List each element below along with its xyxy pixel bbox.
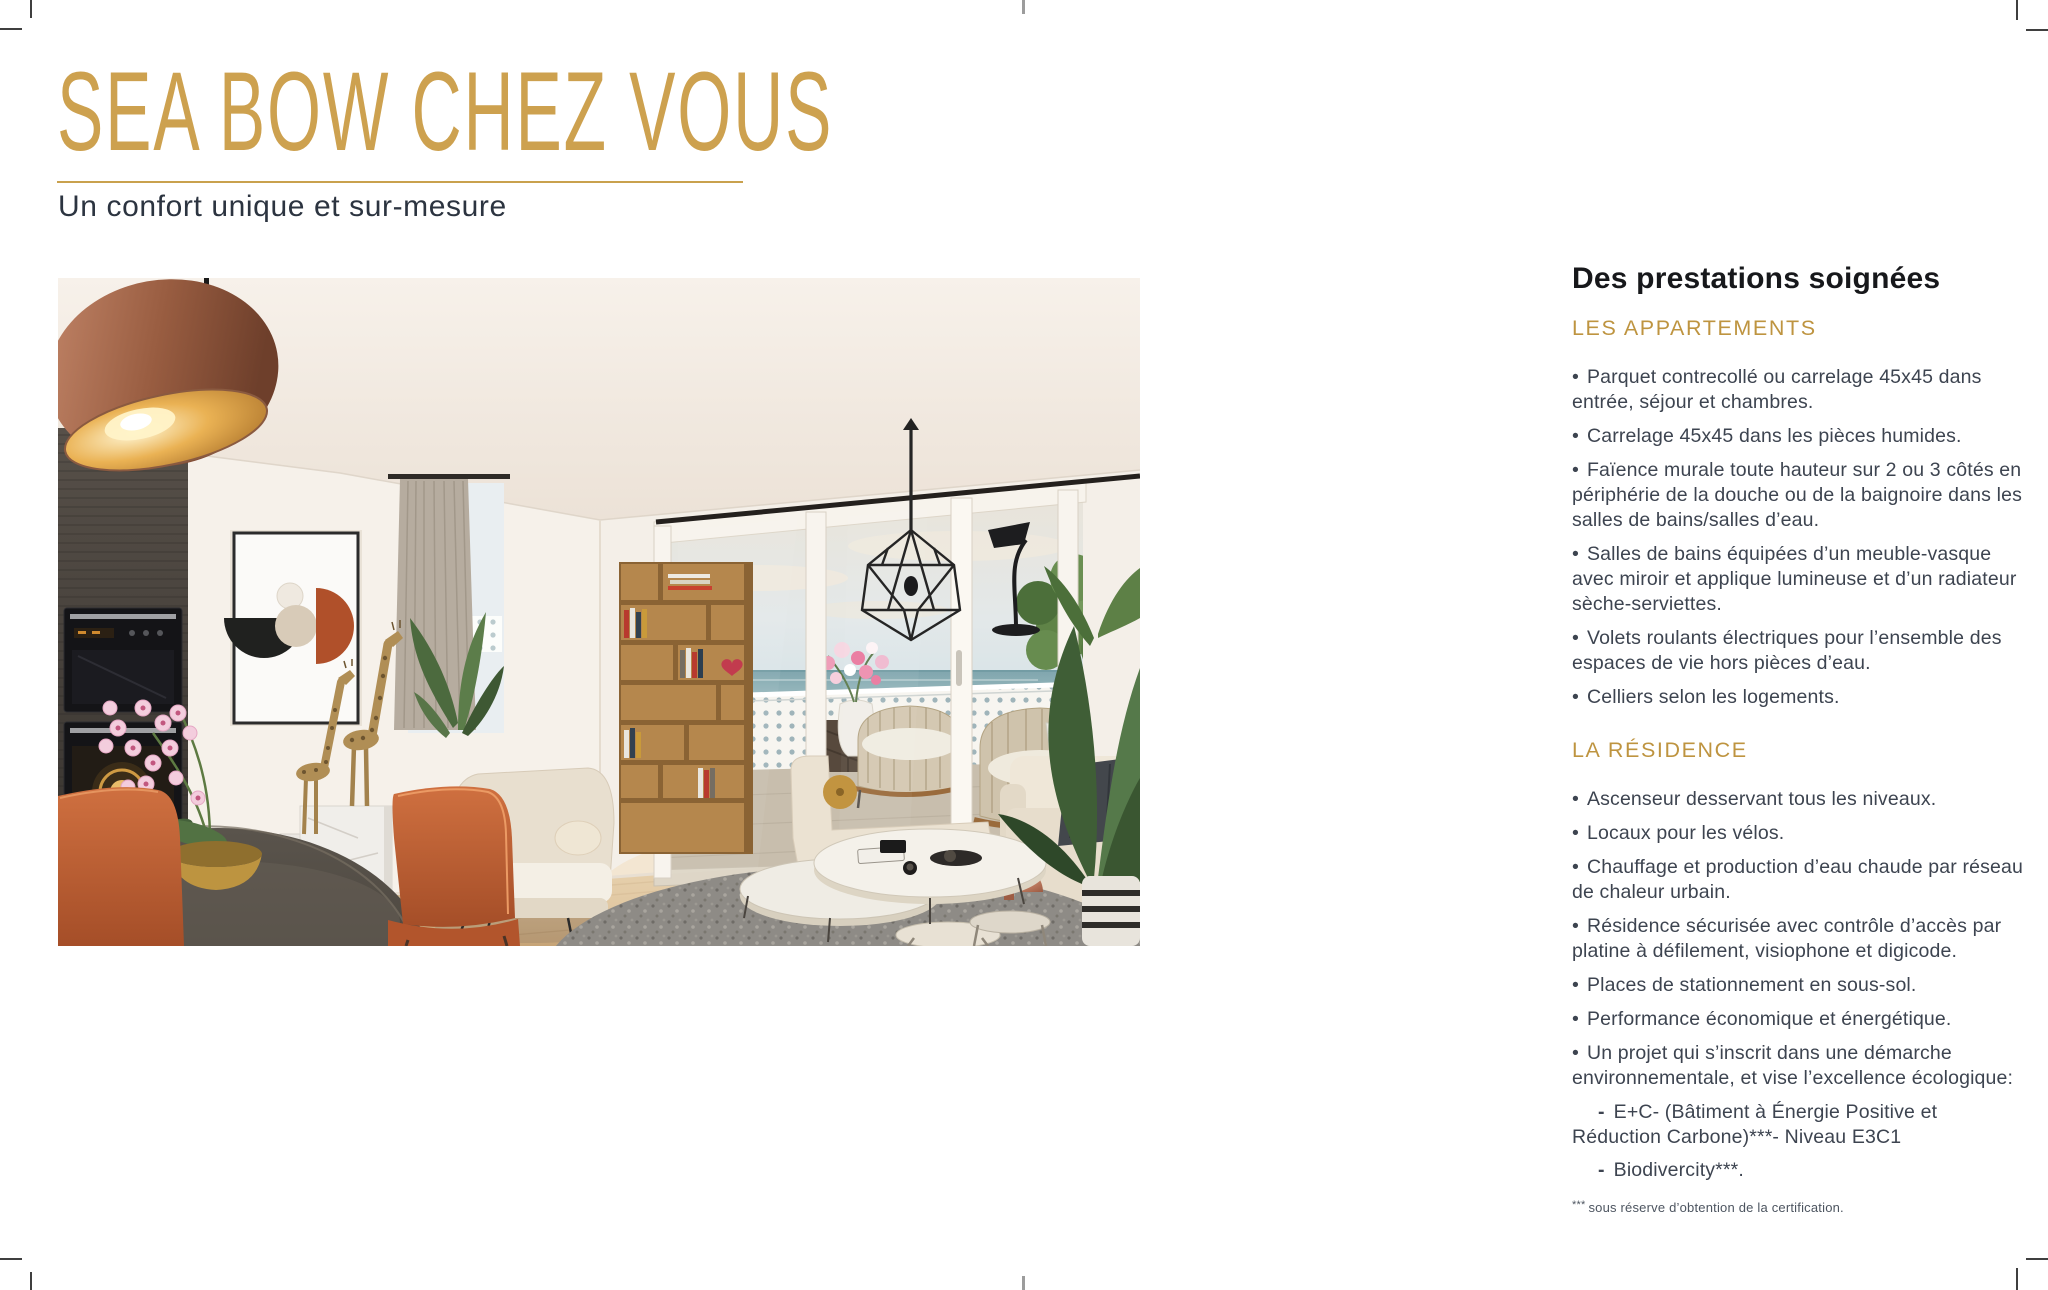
- prestations-panel: [1572, 262, 2024, 1191]
- door-handle: [956, 650, 962, 686]
- list-item-text: Carrelage 45x45 dans les pièces humides.: [1586, 425, 1962, 447]
- page-subtitle: Un confort unique et sur-mesure: [58, 190, 507, 223]
- bullet-marker: •: [1572, 1042, 1579, 1064]
- footnote-stars: ***: [1572, 1199, 1586, 1211]
- certification-footnote: [1572, 1199, 1844, 1215]
- dash-marker: -: [1598, 1159, 1605, 1181]
- page-title: SEA BOW CHEZ VOUS: [57, 49, 834, 174]
- list-item: [1572, 1041, 2024, 1091]
- built-in-oven: [64, 608, 182, 712]
- bullet-marker: •: [1572, 788, 1579, 810]
- register-mark: [1022, 0, 1025, 14]
- list-item: [1572, 821, 2024, 846]
- crop-mark: [2016, 0, 2018, 20]
- list-item-text: Places de stationnement en sous-sol.: [1586, 974, 1917, 996]
- bullet-marker: •: [1572, 974, 1579, 996]
- bullet-marker: •: [1572, 366, 1579, 388]
- crop-mark: [2026, 1258, 2048, 1260]
- list-item: [1572, 542, 2024, 617]
- bullet-marker: •: [1572, 856, 1579, 878]
- panel-heading: Des prestations soignées: [1572, 262, 1941, 295]
- bullet-marker: •: [1572, 543, 1579, 565]
- dining-chair-rust: [58, 787, 184, 946]
- list-item-text: Ascenseur desservant tous les niveaux.: [1586, 788, 1937, 810]
- list-item: [1572, 914, 2024, 964]
- list-item: [1572, 973, 2024, 998]
- list-item-text: Résidence sécurisée avec contrôle d’accès par platine à défilement, visiophone et digicode.: [1572, 915, 2002, 962]
- crop-mark: [2016, 1268, 2018, 1290]
- bookshelf: [620, 563, 752, 853]
- eco-label-item: [1572, 1158, 2024, 1183]
- striped-plant-pot: [1082, 876, 1140, 946]
- list-item: [1572, 626, 2024, 676]
- crop-mark: [2026, 29, 2048, 31]
- crop-mark: [0, 28, 22, 30]
- crop-mark: [30, 1272, 32, 1290]
- list-item-text: Un projet qui s’inscrit dans une démarche environnementale, et vise l’excellence écologique:: [1572, 1042, 2014, 1089]
- bullet-marker: •: [1572, 627, 1579, 649]
- section-title-residence: LA RÉSIDENCE: [1572, 738, 1748, 762]
- bullet-marker: •: [1572, 915, 1579, 937]
- title-underline: [57, 181, 743, 183]
- list-item: [1572, 365, 2024, 415]
- dash-marker: -: [1598, 1101, 1605, 1123]
- list-item-text: Chauffage et production d’eau chaude par réseau de chaleur urbain.: [1572, 856, 2023, 903]
- section-title-appartements: LES APPARTEMENTS: [1572, 316, 1817, 340]
- bullet-marker: •: [1572, 425, 1579, 447]
- list-item-text: Celliers selon les logements.: [1586, 686, 1840, 708]
- list-item-text: Locaux pour les vélos.: [1586, 822, 1785, 844]
- apartment-interior-photo: [58, 278, 1140, 946]
- list-item: [1572, 685, 2024, 710]
- eco-label-text: Biodivercity***.: [1613, 1159, 1744, 1181]
- list-item: [1572, 855, 2024, 905]
- eco-label-item: [1572, 1100, 2024, 1150]
- bullet-marker: •: [1572, 822, 1579, 844]
- crop-mark: [0, 1258, 22, 1260]
- apartment-interior-rendering: [58, 278, 1140, 946]
- list-item-text: Volets roulants électriques pour l’ensemble des espaces de vie hors pièces d’eau.: [1572, 627, 2002, 674]
- list-item-text: Salles de bains équipées d’un meuble-vasque avec miroir et applique lumineuse et d’un radiateur sèche-serviettes.: [1572, 543, 2017, 615]
- eco-label-text: E+C- (Bâtiment à Énergie Positive et Réduction Carbone)***- Niveau E3C1: [1572, 1101, 1938, 1148]
- list-item-text: Performance économique et énergétique.: [1586, 1008, 1952, 1030]
- list-item: [1572, 1007, 2024, 1032]
- bullet-marker: •: [1572, 459, 1579, 481]
- bullet-marker: •: [1572, 1008, 1579, 1030]
- list-item-text: Parquet contrecollé ou carrelage 45x45 dans entrée, séjour et chambres.: [1572, 366, 1982, 413]
- list-item: [1572, 458, 2024, 533]
- crop-mark: [30, 0, 32, 18]
- footnote-text: sous réserve d’obtention de la certification.: [1588, 1200, 1844, 1215]
- bullet-marker: •: [1572, 686, 1579, 708]
- list-item-text: Faïence murale toute hauteur sur 2 ou 3 côtés en périphérie de la douche ou de la baignoire dans les salles de bains/salles d’eau.: [1572, 459, 2022, 531]
- list-item: [1572, 787, 2024, 812]
- register-mark: [1022, 1276, 1025, 1290]
- list-item: [1572, 424, 2024, 449]
